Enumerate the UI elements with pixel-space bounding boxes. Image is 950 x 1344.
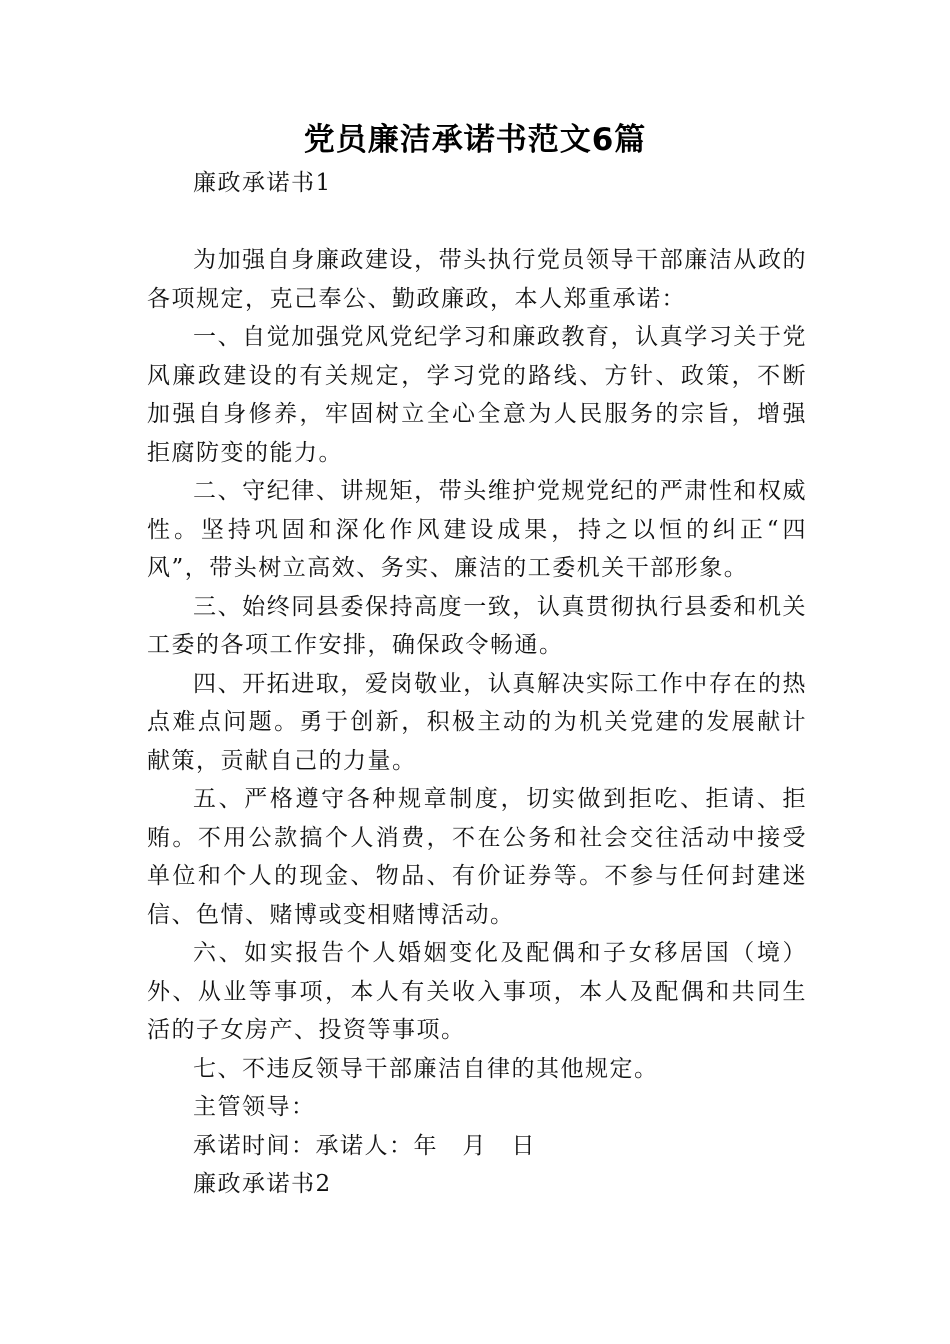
intro-paragraph: 为加强自身廉政建设，带头执行党员领导干部廉洁从政的各项规定，克己奉公、勤政廉政，本人郑重承诺： [147,247,807,312]
blank-line [147,203,807,242]
pledge-item-1: 一、自觉加强党风党纪学习和廉政教育，认真学习关于党风廉政建设的有关规定，学习党的路线、方针、政策，不断加强自身修养，牢固树立全心全意为人民服务的宗旨，增强拒腐防变的能力。 [147,324,807,466]
pledge-item-4: 四、开拓进取，爱岗敬业，认真解决实际工作中存在的热点难点问题。勇于创新，积极主动的为机关党建的发展献计献策，贡献自己的力量。 [147,670,807,774]
pledge-item-5: 五、严格遵守各种规章制度，切实做到拒吃、拒请、拒贿。不用公款搞个人消费，不在公务和社会交往活动中接受单位和个人的现金、物品、有价证券等。不参与任何封建迷信、色情、赌博或变相赌博活动。 [147,786,807,928]
pledge-item-2: 二、守纪律、讲规矩，带头维护党规党纪的严肃性和权威性。坚持巩固和深化作风建设成果，持之以恒的纠正“四风”，带头树立高效、务实、廉洁的工委机关干部形象。 [147,478,807,581]
pledge-item-3: 三、始终同县委保持高度一致，认真贯彻执行县委和机关工委的各项工作安排，确保政令畅通。 [147,593,807,658]
supervisor-line: 主管领导： [193,1094,316,1120]
document-title: 党员廉洁承诺书范文6篇 [303,122,647,158]
document-body [147,164,807,1204]
signature-date-line: 承诺时间：承诺人：年 月 日 [193,1132,536,1159]
pledge-item-6: 六、如实报告个人婚姻变化及配偶和子女移居国（境）外、从业等事项，本人有关收入事项，本人及配偶和共同生活的子女房产、投资等事项。 [147,940,807,1043]
section-heading-1: 廉政承诺书1 [193,170,332,196]
section-heading-2: 廉政承诺书2 [193,1171,332,1197]
pledge-item-7: 七、不违反领导干部廉洁自律的其他规定。 [193,1055,659,1082]
